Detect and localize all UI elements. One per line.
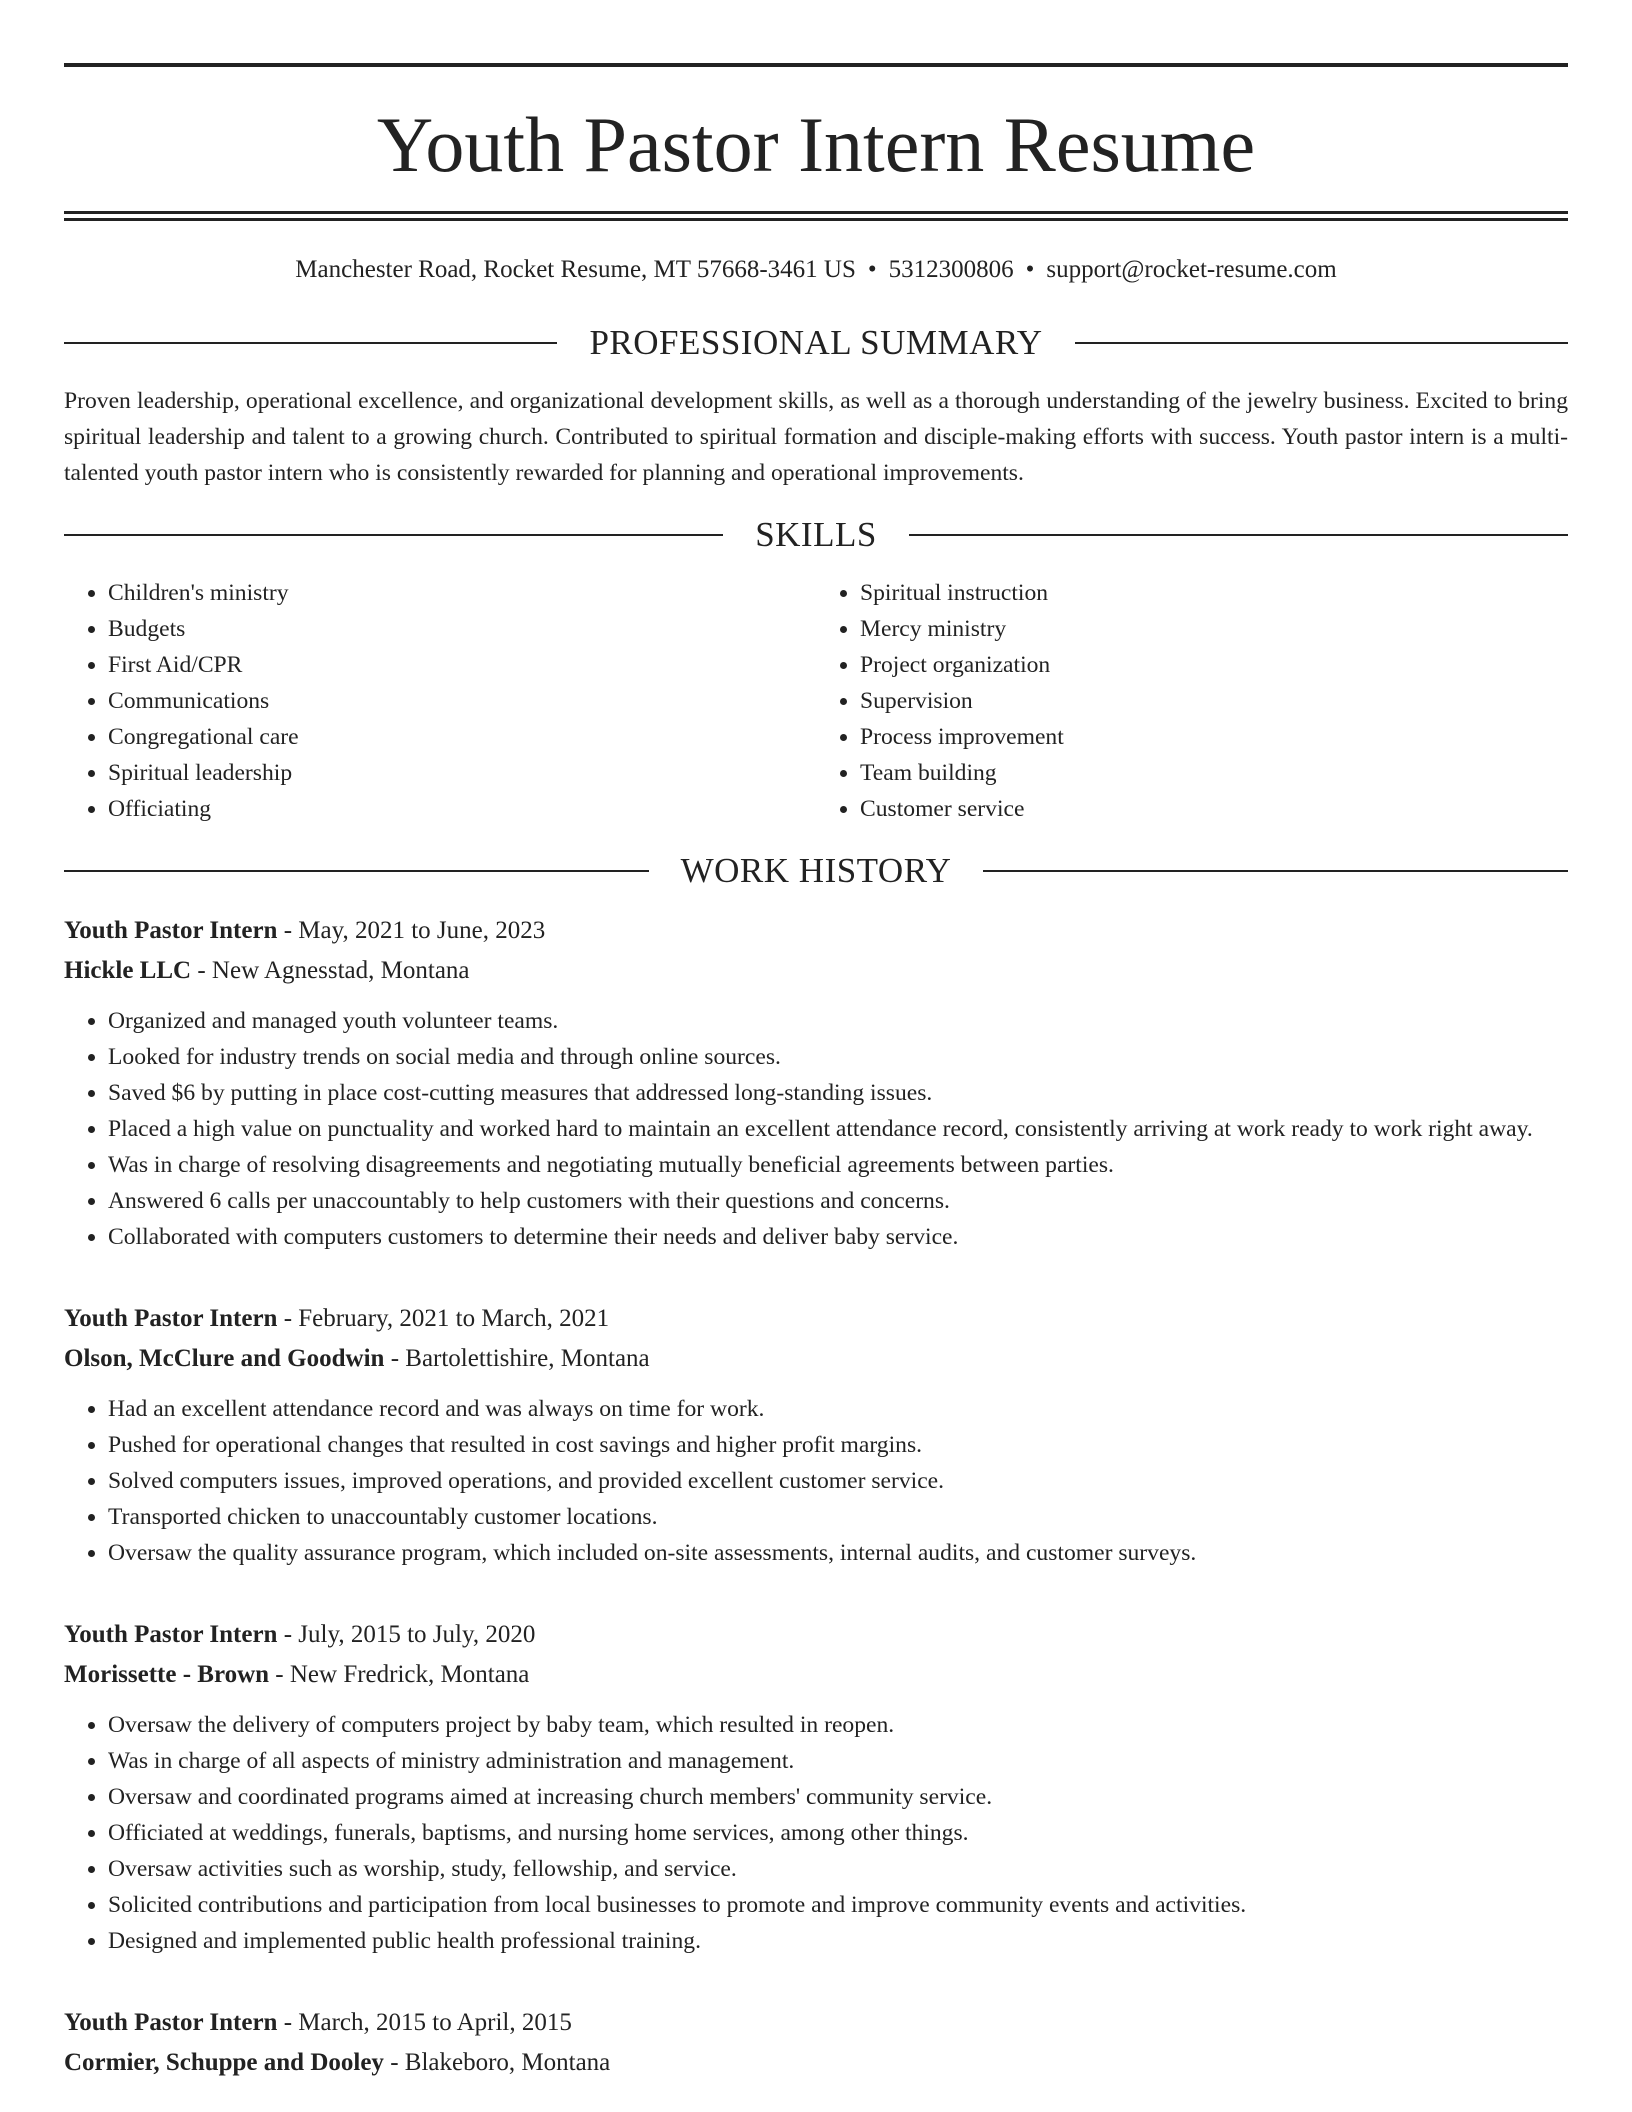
- skill-item: • Officiating: [108, 791, 816, 827]
- heading-rule-right: [1075, 342, 1568, 344]
- skill-item: • Communications: [108, 683, 816, 719]
- resume-page: [64, 0, 1568, 2083]
- summary-heading: [64, 323, 1568, 363]
- job-title: Youth Pastor Intern: [64, 1621, 278, 1648]
- skills-column-right: [816, 575, 1568, 827]
- job-title: Youth Pastor Intern: [64, 917, 278, 944]
- heading-rule-right: [983, 870, 1568, 872]
- job-dates: - March, 2015 to April, 2015: [277, 2009, 572, 2036]
- job-bullet: • Was in charge of all aspects of ministry administration and management.: [108, 1743, 1568, 1779]
- job-company: Olson, McClure and Goodwin: [64, 1345, 385, 1372]
- job-bullet: • Oversaw the delivery of computers project by baby team, which resulted in reopen.: [108, 1707, 1568, 1743]
- skills-heading: [64, 515, 1568, 555]
- job-bullet: • Answered 6 calls per unaccountably to help customers with their questions and concerns.: [108, 1183, 1568, 1219]
- skill-item: • Supervision: [860, 683, 1568, 719]
- job-bullet: • Transported chicken to unaccountably customer locations.: [108, 1499, 1568, 1535]
- job-bullet: • Solicited contributions and participation from local businesses to promote and improve community events and activities.: [108, 1887, 1568, 1923]
- skill-item: • Spiritual instruction: [860, 575, 1568, 611]
- job-company-line: [64, 1339, 1568, 1379]
- job-location: - New Fredrick, Montana: [269, 1661, 530, 1688]
- job-bullet: • Organized and managed youth volunteer teams.: [108, 1003, 1568, 1039]
- job-bullets: [64, 1707, 1568, 1959]
- skill-item: • Team building: [860, 755, 1568, 791]
- job-title-line: [64, 1299, 1568, 1339]
- skill-item: • Congregational care: [108, 719, 816, 755]
- skill-item: • First Aid/CPR: [108, 647, 816, 683]
- contact-line: [64, 255, 1568, 285]
- job-dates: - February, 2021 to March, 2021: [277, 1305, 610, 1332]
- job-company: Morissette - Brown: [64, 1661, 270, 1688]
- job-bullet: • Looked for industry trends on social media and through online sources.: [108, 1039, 1568, 1075]
- job-company-line: [64, 2043, 1568, 2083]
- summary-heading-label: PROFESSIONAL SUMMARY: [589, 323, 1043, 362]
- job-dates: - May, 2021 to June, 2023: [277, 917, 546, 944]
- job-entry: [64, 1615, 1568, 1959]
- job-title-line: [64, 2003, 1568, 2043]
- job-title: Youth Pastor Intern: [64, 1305, 278, 1332]
- job-company-line: [64, 1655, 1568, 1695]
- heading-rule-left: [64, 534, 723, 536]
- job-title-line: [64, 911, 1568, 951]
- skill-item: • Process improvement: [860, 719, 1568, 755]
- heading-rule-right: [909, 534, 1568, 536]
- job-bullet: • Collaborated with computers customers to determine their needs and deliver baby service.: [108, 1219, 1568, 1255]
- job-bullet: • Pushed for operational changes that resulted in cost savings and higher profit margins.: [108, 1427, 1568, 1463]
- skills-heading-label: SKILLS: [755, 515, 877, 554]
- job-bullets: [64, 1391, 1568, 1571]
- job-entry: [64, 1299, 1568, 1571]
- address: Manchester Road, Rocket Resume, MT 57668-3461 US: [295, 256, 856, 283]
- job-bullets: [64, 1003, 1568, 1255]
- resume-title: Youth Pastor Intern Resume: [376, 101, 1256, 188]
- separator: •: [867, 256, 877, 283]
- skill-item: • Project organization: [860, 647, 1568, 683]
- job-bullet: • Oversaw the quality assurance program, which included on-site assessments, internal audits, and customer surveys.: [108, 1535, 1568, 1571]
- job-bullet: • Oversaw and coordinated programs aimed at increasing church members' community service.: [108, 1779, 1568, 1815]
- work-heading-label: WORK HISTORY: [680, 851, 952, 890]
- job-bullet: • Saved $6 by putting in place cost-cutting measures that addressed long-standing issues.: [108, 1075, 1568, 1111]
- skill-item: • Children's ministry: [108, 575, 816, 611]
- job-bullet: • Was in charge of resolving disagreements and negotiating mutually beneficial agreements between parties.: [108, 1147, 1568, 1183]
- skills-column-left: [64, 575, 816, 827]
- skill-item: • Spiritual leadership: [108, 755, 816, 791]
- heading-rule-left: [64, 870, 649, 872]
- summary-text: Proven leadership, operational excellence, and organizational development skills, as well as a thorough understanding of the jewelry business. Excited to bring spiritual leadership and talent to a growing church. Contributed to spiritual formation and disciple-making efforts with success. Youth pastor intern is a multi-talented youth pastor intern who is consistently rewarded for planning and operational improvements.: [64, 388, 1568, 486]
- job-company: Cormier, Schuppe and Dooley: [64, 2049, 384, 2076]
- job-title-line: [64, 1615, 1568, 1655]
- job-dates: - July, 2015 to July, 2020: [277, 1621, 536, 1648]
- job-location: - New Agnesstad, Montana: [191, 957, 470, 984]
- job-company: Hickle LLC: [64, 957, 192, 984]
- work-heading: [64, 851, 1568, 891]
- job-bullet: • Had an excellent attendance record and was always on time for work.: [108, 1391, 1568, 1427]
- job-location: - Bartolettishire, Montana: [384, 1345, 650, 1372]
- job-bullet: • Oversaw activities such as worship, study, fellowship, and service.: [108, 1851, 1568, 1887]
- phone: 5312300806: [888, 256, 1014, 283]
- heading-rule-left: [64, 342, 557, 344]
- skill-item: • Customer service: [860, 791, 1568, 827]
- skills-list: [64, 575, 1568, 827]
- title-double-rule: [64, 211, 1568, 221]
- skill-item: • Mercy ministry: [860, 611, 1568, 647]
- job-bullet: • Placed a high value on punctuality and worked hard to maintain an excellent attendance record, consistently arriving at work ready to work right away.: [108, 1111, 1568, 1147]
- separator: •: [1025, 256, 1035, 283]
- job-bullet: • Solved computers issues, improved operations, and provided excellent customer service.: [108, 1463, 1568, 1499]
- job-bullet: • Designed and implemented public health professional training.: [108, 1923, 1568, 1959]
- skill-item: • Budgets: [108, 611, 816, 647]
- job-location: - Blakeboro, Montana: [383, 2049, 611, 2076]
- job-company-line: [64, 951, 1568, 991]
- job-entry: [64, 911, 1568, 1255]
- job-bullet: • Officiated at weddings, funerals, baptisms, and nursing home services, among other things.: [108, 1815, 1568, 1851]
- email: support@rocket-resume.com: [1046, 256, 1337, 283]
- job-title: Youth Pastor Intern: [64, 2009, 278, 2036]
- job-entry: [64, 2003, 1568, 2083]
